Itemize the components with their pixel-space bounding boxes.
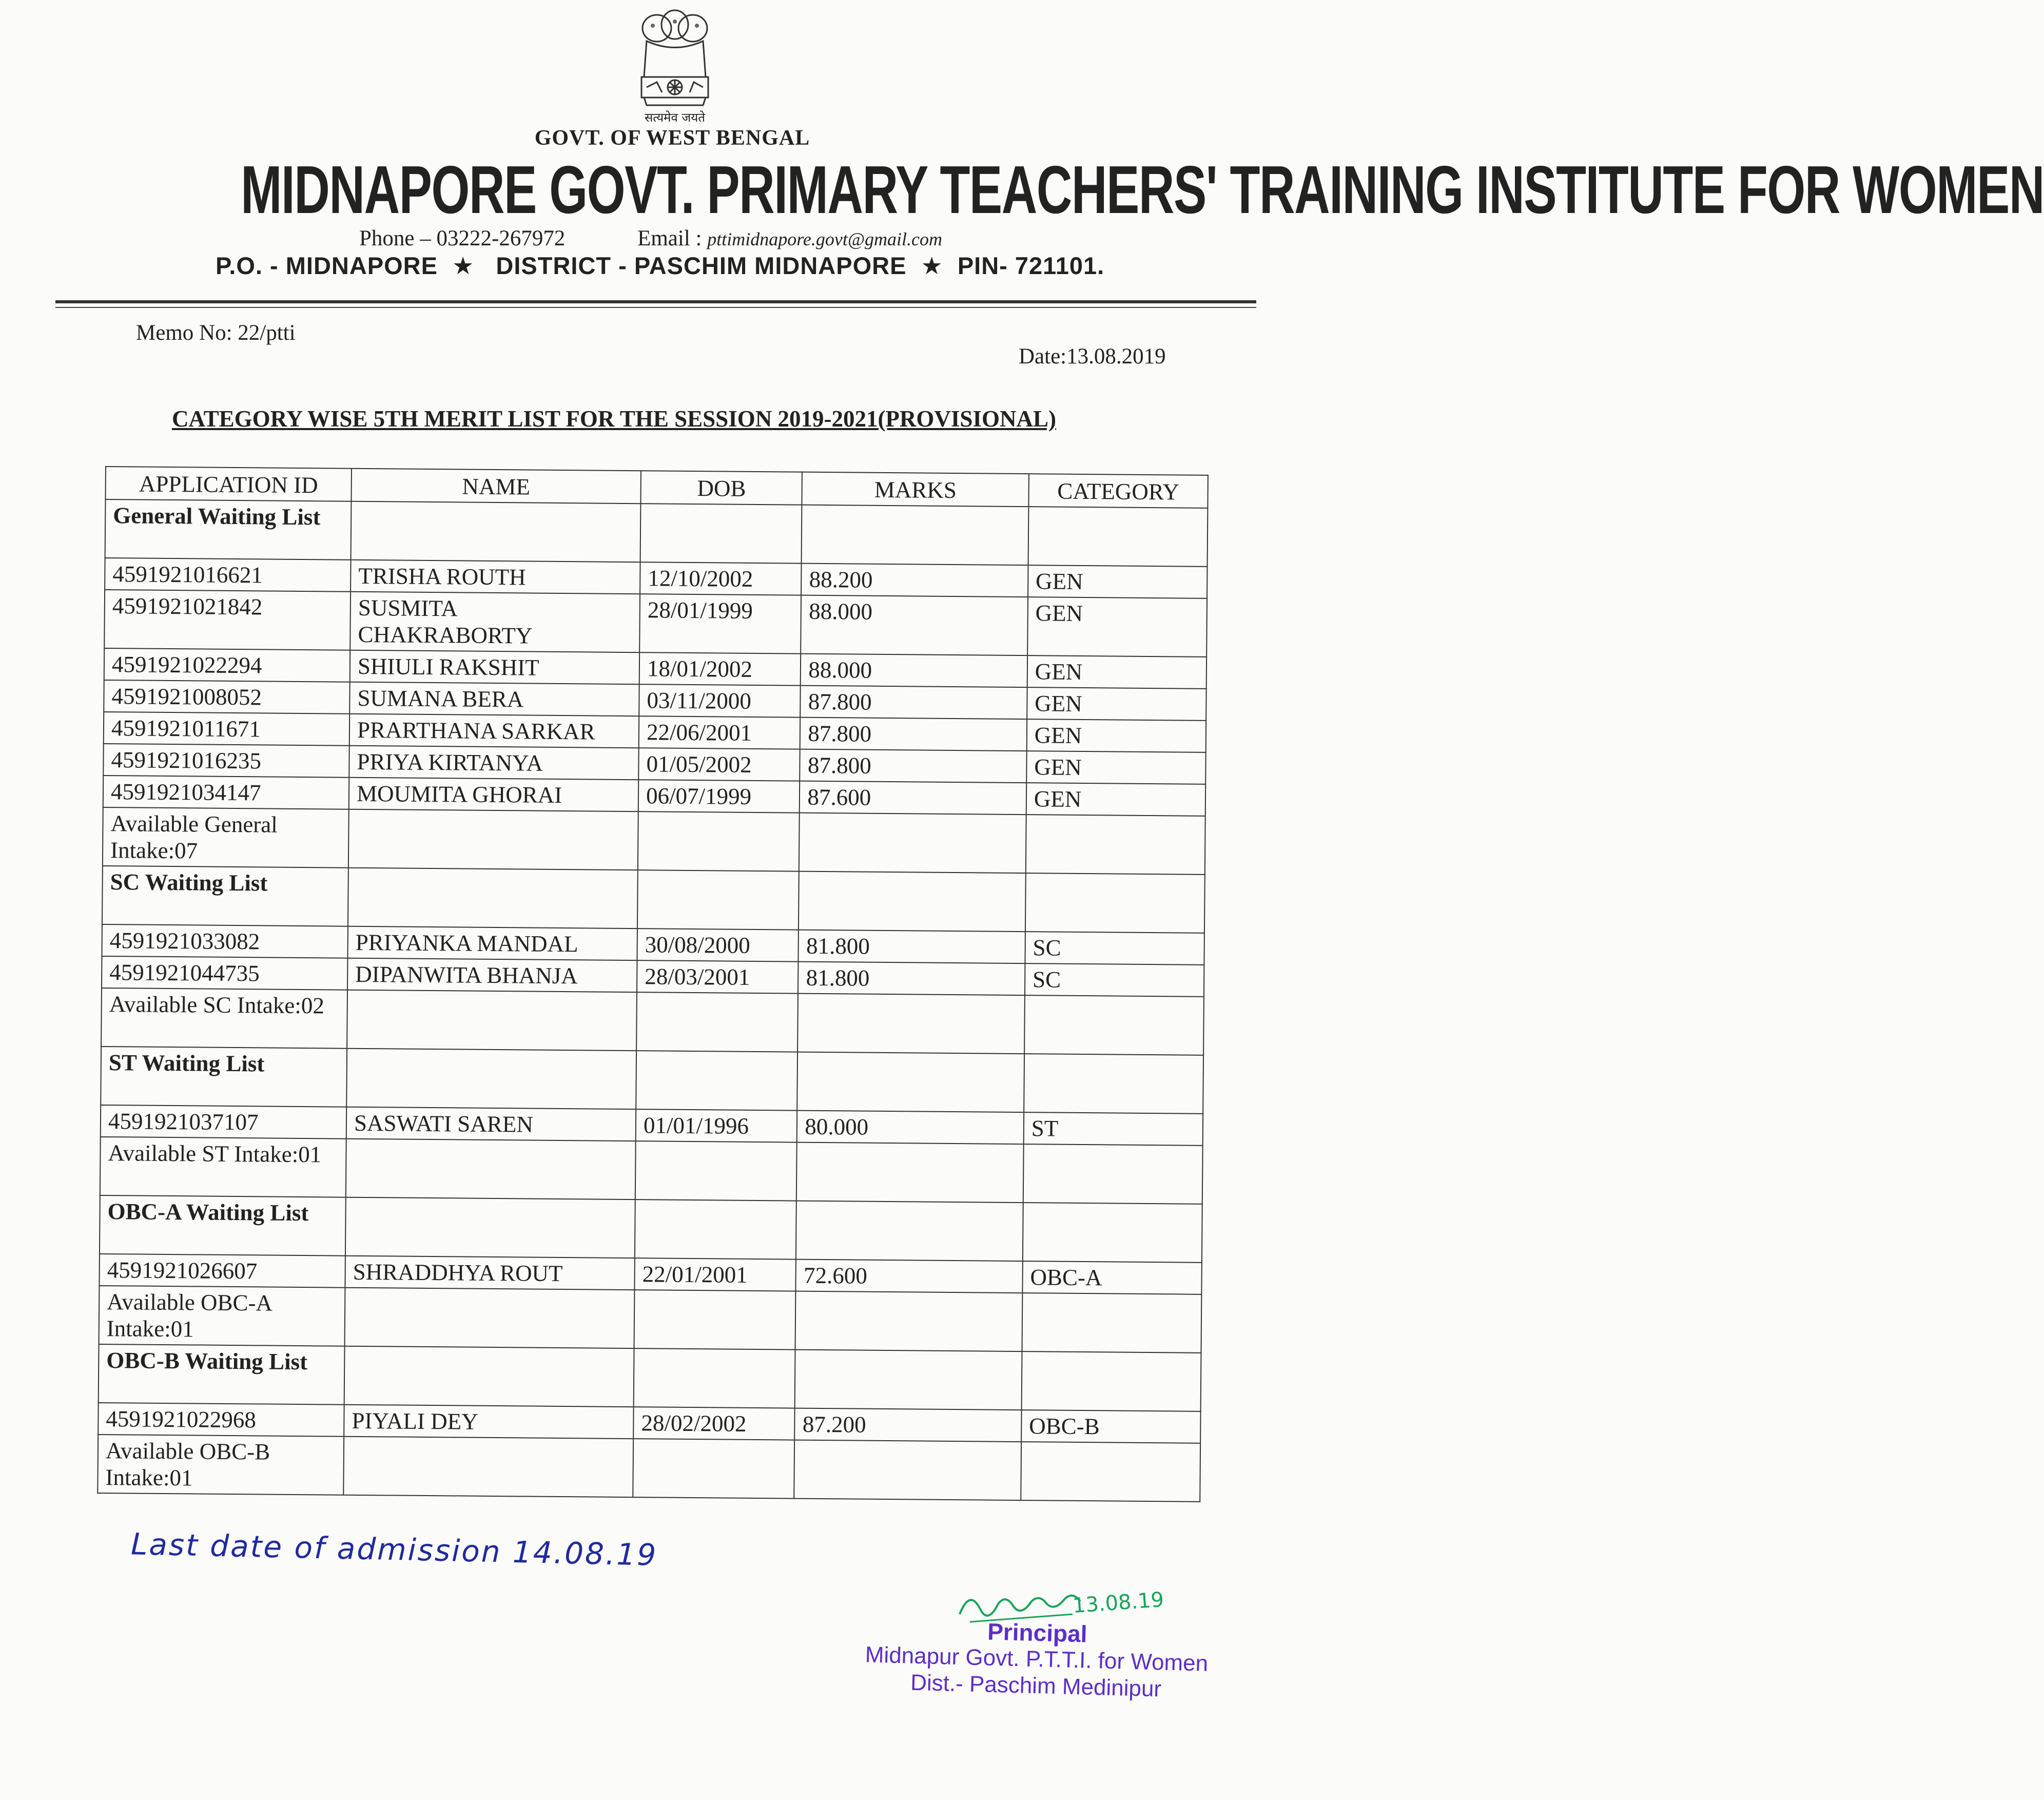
application-id-cell: 4591921008052	[104, 680, 350, 714]
empty-cell	[343, 1437, 633, 1497]
state-emblem-icon	[631, 5, 718, 123]
candidate-name-cell: SASWATI SAREN	[346, 1107, 636, 1141]
star-icon: ★	[913, 252, 950, 279]
section-heading-row	[102, 866, 1205, 933]
application-id-cell: 4591921021842	[104, 590, 351, 650]
email-address: pttimidnapore.govt@gmail.com	[707, 229, 942, 249]
intake-row	[100, 1137, 1203, 1204]
candidate-name-cell: PIYALI DEY	[344, 1405, 634, 1439]
candidate-name-cell: PRIYA KIRTANYA	[349, 746, 639, 780]
dob-cell: 06/07/1999	[638, 780, 800, 812]
empty-cell	[794, 1440, 1021, 1500]
empty-cell	[347, 990, 637, 1051]
intake-row	[101, 988, 1204, 1055]
address-line	[216, 251, 1104, 280]
empty-cell	[346, 1049, 636, 1109]
marks-cell: 72.600	[796, 1260, 1023, 1293]
contact-line	[359, 226, 942, 251]
empty-cell	[348, 809, 638, 870]
category-cell: GEN	[1026, 783, 1206, 816]
empty-cell	[1028, 507, 1208, 567]
category-cell: GEN	[1027, 597, 1207, 657]
dob-cell: 22/01/2001	[635, 1258, 796, 1291]
section-title: General Waiting List	[105, 499, 352, 560]
merit-list-title: CATEGORY WISE 5TH MERIT LIST FOR THE SESSION 2019-2021(PROVISIONAL)	[172, 406, 1056, 432]
header-marks: MARKS	[802, 472, 1029, 507]
available-intake: Available General Intake:07	[103, 807, 349, 868]
application-id-cell: 4591921011671	[104, 712, 350, 746]
application-id-cell: 4591921044735	[102, 956, 348, 990]
signature-date: 13.08.19	[1072, 1588, 1165, 1618]
marks-cell: 88.000	[801, 595, 1028, 655]
phone-number: Phone – 03222-267972	[359, 226, 566, 250]
empty-cell	[633, 1439, 794, 1498]
empty-cell	[348, 868, 638, 928]
category-cell: GEN	[1028, 565, 1208, 598]
section-title: SC Waiting List	[102, 866, 348, 926]
empty-cell	[798, 994, 1025, 1054]
marks-cell: 88.200	[802, 564, 1028, 597]
application-id-cell: 4591921033082	[102, 924, 348, 958]
candidate-name-cell: MOUMITA GHORAI	[349, 778, 639, 811]
stamp-institute: Midnapur Govt. P.T.T.I. for Women	[865, 1642, 1209, 1676]
available-intake: Available SC Intake:02	[101, 988, 347, 1049]
empty-cell	[638, 811, 800, 871]
category-cell: GEN	[1027, 719, 1206, 752]
marks-cell: 80.000	[797, 1111, 1024, 1144]
institute-name: MIDNAPORE GOVT. PRIMARY TEACHERS' TRAINING INSTITUTE FOR WOMEN	[241, 152, 2044, 227]
empty-cell	[346, 1139, 636, 1199]
principal-stamp	[841, 1614, 1233, 1705]
application-id-cell: 4591921034147	[103, 776, 349, 809]
intake-row	[98, 1435, 1200, 1502]
pin-code: PIN- 721101.	[957, 252, 1105, 279]
empty-cell	[1023, 1144, 1203, 1204]
empty-cell	[345, 1197, 635, 1258]
available-intake: Available OBC-A Intake:01	[99, 1286, 345, 1346]
section-heading-row	[100, 1195, 1202, 1263]
marks-cell: 81.800	[799, 930, 1025, 963]
header-dob: DOB	[641, 471, 803, 505]
category-cell: GEN	[1027, 655, 1207, 689]
marks-cell: 81.800	[798, 962, 1025, 995]
empty-cell	[1021, 1351, 1201, 1411]
intake-row	[99, 1286, 1202, 1353]
section-title: ST Waiting List	[101, 1047, 347, 1107]
section-title: OBC-A Waiting List	[100, 1195, 346, 1256]
section-title: OBC-B Waiting List	[99, 1344, 345, 1405]
emblem-motto: सत्यमेव जयते	[645, 110, 705, 125]
category-cell: GEN	[1026, 751, 1206, 784]
empty-cell	[797, 1052, 1024, 1112]
candidate-name-cell: TRISHA ROUTH	[351, 560, 640, 594]
header-divider	[55, 300, 1256, 303]
dob-cell: 30/08/2000	[637, 928, 799, 961]
candidate-name-cell: SHIULI RAKSHIT	[350, 650, 640, 684]
intake-row	[103, 807, 1205, 875]
section-heading-row	[101, 1047, 1203, 1114]
application-id-cell: 4591921016235	[103, 744, 349, 778]
candidate-name-cell: DIPANWITA BHANJA	[347, 958, 637, 992]
empty-cell	[799, 872, 1025, 932]
empty-cell	[799, 813, 1026, 873]
application-id-cell: 4591921022294	[104, 648, 351, 682]
empty-cell	[1024, 995, 1204, 1055]
candidate-name-cell: PRIYANKA MANDAL	[348, 926, 638, 960]
merit-list-body	[98, 467, 1208, 1502]
marks-cell: 87.200	[795, 1408, 1022, 1442]
candidate-name-cell: SUSMITA CHAKRABORTY	[350, 592, 640, 652]
dob-cell: 01/05/2002	[638, 748, 800, 781]
district: DISTRICT - PASCHIM MIDNAPORE	[496, 252, 907, 279]
post-office: P.O. - MIDNAPORE	[216, 252, 438, 279]
marks-cell: 87.800	[800, 749, 1027, 783]
candidate-name-cell: PRARTHANA SARKAR	[349, 714, 639, 748]
application-id-cell: 4591921016621	[105, 558, 351, 592]
application-id-cell: 4591921022968	[98, 1403, 344, 1437]
empty-cell	[634, 1348, 795, 1408]
empty-cell	[796, 1201, 1023, 1261]
empty-cell	[1024, 1054, 1203, 1114]
header-divider-thin	[55, 307, 1256, 308]
empty-cell	[637, 870, 799, 930]
empty-cell	[1025, 873, 1205, 933]
dob-cell: 28/02/2002	[633, 1407, 795, 1440]
category-cell: SC	[1025, 963, 1204, 997]
application-id-cell: 4591921026607	[99, 1254, 345, 1288]
available-intake: Available ST Intake:01	[100, 1137, 346, 1197]
stamp-district: Dist.- Paschim Medinipur	[910, 1670, 1162, 1702]
memo-date: Date:13.08.2019	[1019, 344, 1166, 369]
empty-cell	[640, 504, 802, 563]
email-label: Email :	[637, 226, 702, 250]
available-intake: Available OBC-B Intake:01	[98, 1435, 344, 1495]
category-cell: OBC-A	[1022, 1261, 1202, 1294]
empty-cell	[635, 1141, 797, 1201]
dob-cell: 03/11/2000	[639, 684, 801, 717]
header-name: NAME	[352, 469, 641, 504]
marks-cell: 87.800	[800, 718, 1027, 751]
merit-list-table	[97, 466, 1209, 1502]
marks-cell: 87.800	[801, 686, 1027, 719]
empty-cell	[636, 992, 798, 1052]
star-icon: ★	[445, 252, 489, 279]
empty-cell	[345, 1288, 635, 1348]
dob-cell: 01/01/1996	[636, 1109, 797, 1142]
empty-cell	[1021, 1442, 1200, 1502]
candidate-name-cell: SHRADDHYA ROUT	[345, 1256, 635, 1290]
category-cell: ST	[1024, 1112, 1203, 1146]
dob-cell: 12/10/2002	[640, 562, 802, 595]
empty-cell	[344, 1346, 634, 1407]
empty-cell	[1022, 1293, 1201, 1353]
marks-cell: 87.600	[800, 781, 1026, 815]
empty-cell	[796, 1143, 1023, 1203]
empty-cell	[634, 1290, 796, 1349]
empty-cell	[795, 1350, 1022, 1410]
dob-cell: 18/01/2002	[639, 652, 801, 685]
empty-cell	[1023, 1203, 1202, 1263]
application-id-cell: 4591921037107	[101, 1105, 347, 1139]
dob-cell: 28/03/2001	[637, 960, 799, 993]
candidate-name-cell: SUMANA BERA	[349, 682, 639, 716]
govt-heading: GOVT. OF WEST BENGAL	[534, 126, 810, 150]
header-category: CATEGORY	[1028, 474, 1208, 508]
stamp-title: Principal	[987, 1618, 1088, 1648]
marks-cell: 88.000	[801, 654, 1027, 687]
section-heading-row	[99, 1344, 1201, 1411]
table-row	[104, 590, 1207, 657]
empty-cell	[795, 1291, 1022, 1351]
category-cell: SC	[1025, 932, 1204, 965]
handwritten-admission-note: Last date of admission 14.08.19	[130, 1526, 658, 1573]
section-heading-row	[105, 499, 1208, 567]
empty-cell	[635, 1199, 796, 1259]
category-cell: OBC-B	[1021, 1410, 1201, 1443]
memo-number: Memo No: 22/ptti	[136, 321, 296, 345]
empty-cell	[636, 1051, 797, 1110]
category-cell: GEN	[1027, 687, 1206, 721]
empty-cell	[1026, 815, 1205, 875]
dob-cell: 28/01/1999	[639, 594, 801, 653]
dob-cell: 22/06/2001	[639, 716, 801, 749]
empty-cell	[351, 501, 641, 562]
empty-cell	[802, 505, 1028, 565]
header-application-id: APPLICATION ID	[105, 467, 352, 501]
